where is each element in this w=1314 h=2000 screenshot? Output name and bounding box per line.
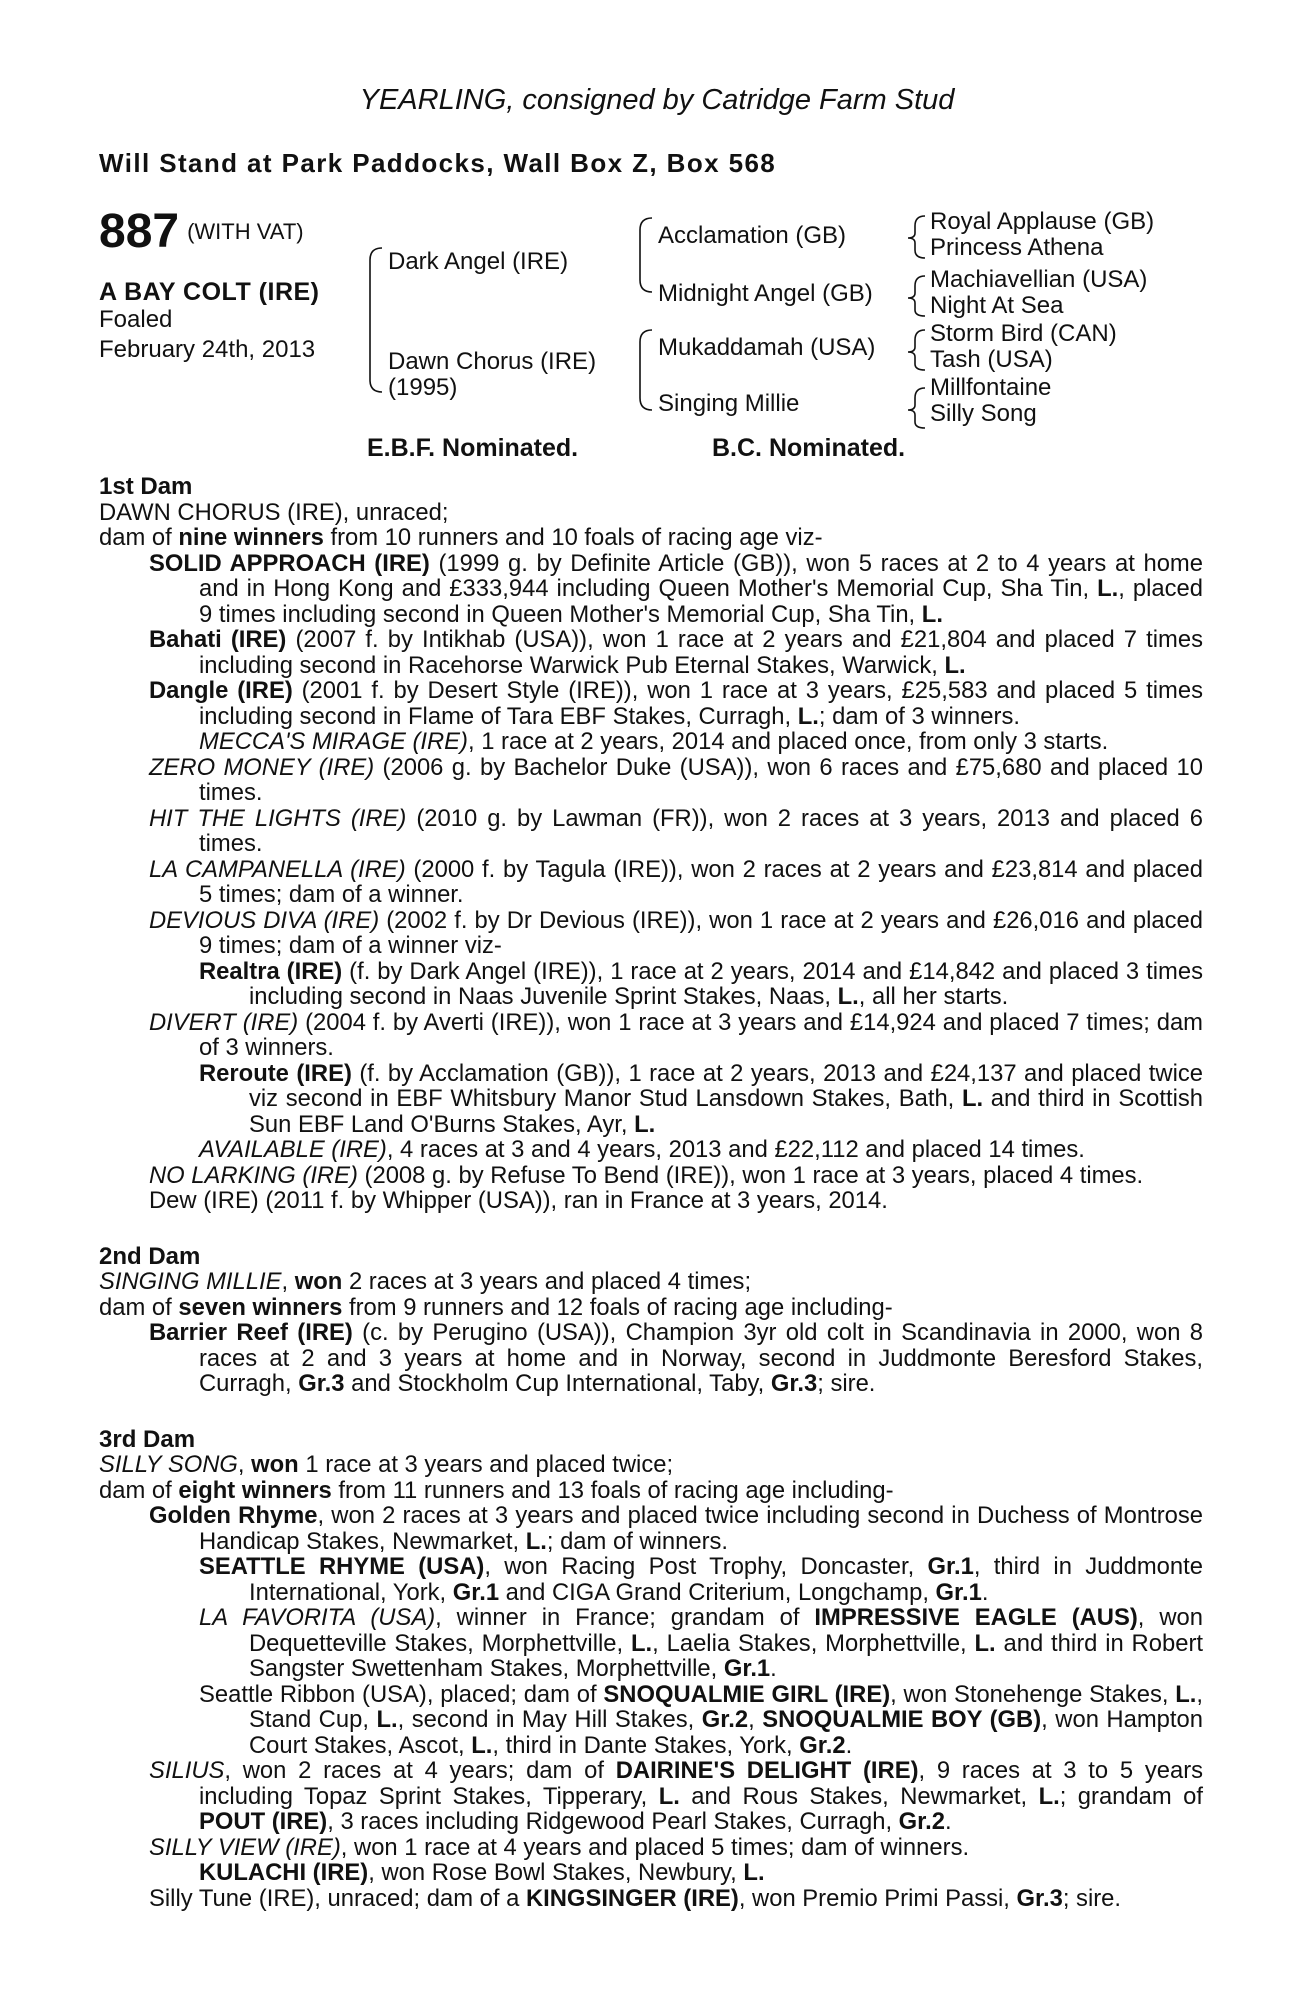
text-run: dam of bbox=[99, 1476, 179, 1504]
pedigree-entry bbox=[99, 500, 1203, 526]
text-run: ; sire. bbox=[817, 1370, 876, 1397]
bold-run: Gr.2 bbox=[799, 1731, 846, 1759]
pedigree-ss-sire: Royal Applause (GB) bbox=[930, 208, 1155, 235]
pedigree-dd-dam: Silly Song bbox=[930, 400, 1037, 427]
bold-run: won bbox=[294, 1268, 343, 1295]
pedigree-entry bbox=[99, 1503, 1203, 1554]
italic-run: SINGING MILLIE bbox=[99, 1268, 282, 1295]
pedigree-entry bbox=[99, 1605, 1203, 1682]
text-run: (f. by Dark Angel (IRE)), 1 race at 2 years, 2014 and £14,842 and placed 3 times including second in Naas Juvenile Sprint Stakes, Naas, bbox=[249, 957, 1203, 1010]
text-run: and third in Scottish Sun EBF Land O'Burns Stakes, Ayr, bbox=[249, 1085, 1203, 1138]
pedigree-entry bbox=[99, 755, 1203, 806]
text-run: , third in Juddmonte International, York, bbox=[249, 1553, 1203, 1606]
text-run: , third in Dante Stakes, York, bbox=[492, 1731, 800, 1759]
text-run: and third in Robert Sangster Swettenham Stakes, Morphettville, bbox=[249, 1629, 1203, 1682]
italic-run: DEVIOUS DIVA (IRE) bbox=[149, 906, 380, 934]
bold-run: Barrier Reef (IRE) bbox=[149, 1319, 353, 1346]
bold-run: L. bbox=[1097, 575, 1119, 602]
text-run: , 1 race at 2 years, 2014 and placed once, from only 3 starts. bbox=[467, 728, 1109, 755]
text-run: , 3 races including Ridgewood Pearl Stakes, Curragh, bbox=[327, 1808, 899, 1835]
pedigree-entry bbox=[99, 1188, 1203, 1214]
pedigree-dam: Dawn Chorus (IRE) bbox=[388, 348, 597, 375]
text-run: (2000 f. by Tagula (IRE)), won 2 races at 2 years and £23,814 and placed 5 times; dam of a winner. bbox=[199, 855, 1204, 908]
text-run: (2001 f. by Desert Style (IRE)), won 1 race at 3 years, £25,583 and placed 5 times including second in Flame of Tara EBF Stakes, Curragh, bbox=[199, 677, 1204, 730]
bold-run: SNOQUALMIE BOY (GB) bbox=[762, 1706, 1042, 1733]
pedigree-sd-sire: Machiavellian (USA) bbox=[930, 266, 1148, 293]
text-run: ; dam of 3 winners. bbox=[818, 702, 1020, 730]
text-run: (1999 g. by Definite Article (GB)), won 5 races at 2 to 4 years at home and in Hong Kong and £333,944 including Queen Mother's Memorial Cup, Sha Tin, bbox=[199, 549, 1203, 602]
bold-run: Gr.3 bbox=[1016, 1884, 1063, 1912]
bold-run: Realtra (IRE) bbox=[199, 957, 343, 985]
text-run: , all her starts. bbox=[858, 983, 1009, 1010]
bold-run: DAIRINE'S DELIGHT (IRE) bbox=[615, 1757, 919, 1784]
text-run: , won Premio Primi Passi, bbox=[738, 1884, 1017, 1912]
text-run: (2004 f. by Averti (IRE)), won 1 race at 3 years and £14,924 and placed 7 times; dam of 3 winners. bbox=[199, 1008, 1203, 1061]
bold-run: Gr.1 bbox=[452, 1578, 500, 1606]
pedigree-entry bbox=[99, 1860, 1203, 1886]
horse-description: A BAY COLT (IRE) bbox=[99, 278, 320, 306]
text-run: . bbox=[944, 1808, 952, 1835]
text-run: ; sire. bbox=[1062, 1884, 1122, 1912]
ebf-nominated: E.B.F. Nominated. bbox=[367, 434, 579, 462]
bold-run: L. bbox=[634, 1110, 656, 1138]
pedigree-dd-sire: Millfontaine bbox=[930, 374, 1052, 401]
stabling-line: Will Stand at Park Paddocks, Wall Box Z, Box 568 bbox=[99, 148, 777, 178]
text-run: . bbox=[845, 1731, 853, 1759]
text-run: , winner in France; grandam of bbox=[435, 1604, 815, 1631]
pedigree-dam-dam: Singing Millie bbox=[658, 390, 800, 417]
pedigree-entry bbox=[99, 678, 1203, 729]
bold-run: Gr.2 bbox=[898, 1808, 945, 1835]
pedigree-entry bbox=[99, 1452, 1203, 1478]
bold-run: L. bbox=[471, 1731, 493, 1759]
bold-run: won bbox=[251, 1451, 299, 1478]
text-run: , 4 races at 3 and 4 years, 2013 and £22,112 and placed 14 times. bbox=[386, 1136, 1085, 1163]
text-run: , placed 9 times including second in Queen Mother's Memorial Cup, Sha Tin, bbox=[199, 575, 1203, 628]
pedigree-entry bbox=[99, 525, 1203, 551]
pedigree-entry bbox=[99, 1061, 1203, 1138]
italic-run: SILLY SONG bbox=[99, 1451, 238, 1478]
text-run: , won Hampton Court Stakes, Ascot, bbox=[249, 1706, 1203, 1759]
italic-run: DIVERT (IRE) bbox=[149, 1008, 299, 1036]
text-run: ; grandam of bbox=[1059, 1782, 1203, 1810]
text-run: , 9 races at 3 to 5 years including Topaz Sprint Stakes, Tipperary, bbox=[199, 1757, 1204, 1810]
pedigree-entry bbox=[99, 551, 1203, 628]
text-run: , won 1 race at 4 years and placed 5 times; dam of winners. bbox=[340, 1833, 970, 1861]
text-run: (2002 f. by Dr Devious (IRE)), won 1 race at 2 years and £26,016 and placed 9 times; dam of a winner viz- bbox=[199, 906, 1203, 959]
pedigree-entry bbox=[99, 1010, 1203, 1061]
bold-run: Gr.1 bbox=[935, 1578, 982, 1606]
italic-run: ZERO MONEY (IRE) bbox=[149, 753, 375, 781]
bold-run: L. bbox=[630, 1629, 653, 1657]
text-run: , second in May Hill Stakes, bbox=[397, 1706, 702, 1733]
pedigree-sd-dam: Night At Sea bbox=[930, 292, 1064, 319]
italic-run: LA FAVORITA (USA) bbox=[199, 1604, 436, 1631]
pedigree-entry bbox=[99, 1137, 1203, 1163]
text-run: , Stand Cup, bbox=[249, 1680, 1204, 1733]
bold-run: L. bbox=[837, 983, 859, 1010]
bold-run: L. bbox=[1175, 1680, 1197, 1708]
pedigree-entry bbox=[99, 1295, 1203, 1321]
foaled-date: February 24th, 2013 bbox=[99, 336, 316, 363]
vat-note: (WITH VAT) bbox=[187, 219, 304, 244]
text-run: (c. by Perugino (USA)), Champion 3yr old colt in Scandinavia in 2000, won 8 races at 2 and 3 years at home and in Norway, second in Juddmonte Beresford Stakes, Curragh, bbox=[199, 1319, 1203, 1397]
pedigree-entry bbox=[99, 1163, 1203, 1189]
text-run: (2007 f. by Intikhab (USA)), won 1 race at 2 years and £21,804 and placed 7 times including second in Racehorse Warwick Pub Eternal Stakes, Warwick, bbox=[199, 626, 1203, 679]
text-run: Seattle Ribbon (USA), placed; dam of bbox=[199, 1680, 604, 1708]
pedigree-entry bbox=[99, 729, 1203, 755]
pedigree-ds-dam: Tash (USA) bbox=[930, 346, 1053, 373]
text-run: (2008 g. by Refuse To Bend (IRE)), won 1 race at 3 years, placed 4 times. bbox=[357, 1161, 1144, 1189]
catalogue-body bbox=[99, 474, 1203, 1911]
text-run: , won Rose Bowl Stakes, Newbury, bbox=[368, 1859, 744, 1886]
bold-run: Golden Rhyme bbox=[149, 1502, 318, 1529]
text-run: from 11 runners and 13 foals of racing age including- bbox=[331, 1476, 894, 1504]
text-run: and CIGA Grand Criterium, Longchamp, bbox=[499, 1578, 936, 1606]
bold-run: KULACHI (IRE) bbox=[199, 1859, 369, 1886]
bold-run: IMPRESSIVE EAGLE (AUS) bbox=[814, 1604, 1138, 1631]
pedigree-entry bbox=[99, 1682, 1203, 1759]
bold-run: L. bbox=[743, 1859, 765, 1886]
italic-run: SILLY VIEW (IRE) bbox=[149, 1833, 341, 1861]
pedigree-entry bbox=[99, 1835, 1203, 1861]
italic-run: LA CAMPANELLA (IRE) bbox=[149, 855, 406, 883]
bold-run: SOLID APPROACH (IRE) bbox=[149, 549, 430, 577]
foaled-label: Foaled bbox=[99, 306, 173, 333]
consignor-line: YEARLING, consigned by Catridge Farm Stud bbox=[359, 84, 955, 116]
pedigree-ss-dam: Princess Athena bbox=[930, 234, 1104, 261]
pedigree-entry bbox=[99, 857, 1203, 908]
text-run: , bbox=[281, 1268, 295, 1295]
bold-run: Gr.3 bbox=[298, 1370, 345, 1397]
text-run: , bbox=[237, 1451, 252, 1478]
text-run: Dew (IRE) (2011 f. by Whipper (USA)), ran in France at 3 years, 2014. bbox=[149, 1187, 888, 1214]
pedigree-entry bbox=[99, 1886, 1203, 1912]
bold-run: L. bbox=[658, 1782, 680, 1810]
text-run: , won Dequetteville Stakes, Morphettville, bbox=[249, 1604, 1203, 1657]
bold-run: L. bbox=[1038, 1782, 1060, 1810]
bold-run: Dangle (IRE) bbox=[149, 677, 293, 704]
pedigree-sire-dam: Midnight Angel (GB) bbox=[658, 280, 873, 307]
text-run: , won 2 races at 4 years; dam of bbox=[224, 1757, 616, 1784]
bold-run: L. bbox=[921, 600, 943, 628]
text-run: (2010 g. by Lawman (FR)), won 2 races at 3 years, 2013 and placed 6 times. bbox=[199, 804, 1203, 857]
italic-run: MECCA'S MIRAGE (IRE) bbox=[199, 728, 468, 755]
bold-run: SNOQUALMIE GIRL (IRE) bbox=[603, 1680, 891, 1708]
bc-nominated: B.C. Nominated. bbox=[712, 434, 906, 462]
pedigree-dam-sire: Mukaddamah (USA) bbox=[658, 334, 876, 361]
text-run: dam of bbox=[99, 1293, 179, 1321]
pedigree-entry bbox=[99, 1320, 1203, 1397]
text-run: dam of bbox=[99, 524, 179, 551]
text-run: . bbox=[981, 1578, 989, 1606]
text-run: , won 2 races at 3 years and placed twice including second in Duchess of Montrose Handicap Stakes, Newmarket, bbox=[199, 1502, 1203, 1555]
bold-run: L. bbox=[525, 1527, 547, 1555]
text-run: , bbox=[748, 1706, 763, 1733]
text-run: from 10 runners and 10 foals of racing age viz- bbox=[323, 524, 823, 551]
text-run: Silly Tune (IRE), unraced; dam of a bbox=[149, 1884, 526, 1912]
section-heading: 3rd Dam bbox=[99, 1425, 196, 1453]
text-run: (f. by Acclamation (GB)), 1 race at 2 years, 2013 and £24,137 and placed twice viz second in EBF Whitsbury Manor Stud Lansdown Stakes, Bath, bbox=[249, 1059, 1203, 1112]
pedigree-dam-year: (1995) bbox=[388, 374, 458, 401]
pedigree-sire: Dark Angel (IRE) bbox=[388, 248, 569, 275]
pedigree-entry bbox=[99, 959, 1203, 1010]
pedigree-sire-sire: Acclamation (GB) bbox=[658, 222, 847, 249]
bold-run: Gr.1 bbox=[723, 1655, 771, 1682]
pedigree-entry bbox=[99, 627, 1203, 678]
text-run: 1 race at 3 years and placed twice; bbox=[298, 1451, 674, 1478]
text-run: and Stockholm Cup International, Taby, bbox=[344, 1370, 771, 1397]
bold-run: POUT (IRE) bbox=[199, 1808, 328, 1835]
bold-run: Reroute (IRE) bbox=[199, 1059, 352, 1087]
bold-run: L. bbox=[961, 1085, 984, 1112]
text-run: . bbox=[770, 1655, 777, 1682]
bold-run: Gr.3 bbox=[770, 1370, 818, 1397]
text-run: , Laelia Stakes, Morphettville, bbox=[652, 1629, 975, 1657]
bold-run: KINGSINGER (IRE) bbox=[525, 1884, 739, 1912]
text-run: from 9 runners and 12 foals of racing age including- bbox=[342, 1293, 893, 1321]
bold-run: L. bbox=[797, 702, 819, 730]
italic-run: SILIUS bbox=[149, 1757, 225, 1784]
bold-run: L. bbox=[944, 651, 966, 679]
text-run: , won Stonehenge Stakes, bbox=[890, 1680, 1176, 1708]
italic-run: HIT THE LIGHTS (IRE) bbox=[149, 804, 407, 832]
pedigree-entry bbox=[99, 1269, 1203, 1295]
section-heading: 2nd Dam bbox=[99, 1242, 201, 1270]
pedigree-entry bbox=[99, 908, 1203, 959]
bold-run: seven winners bbox=[178, 1293, 343, 1321]
text-run: , won Racing Post Trophy, Doncaster, bbox=[484, 1553, 928, 1580]
italic-run: NO LARKING (IRE) bbox=[149, 1161, 358, 1189]
pedigree-entry bbox=[99, 1554, 1203, 1605]
pedigree-entry bbox=[99, 1478, 1203, 1504]
italic-run: AVAILABLE (IRE) bbox=[199, 1136, 387, 1163]
text-run: ; dam of winners. bbox=[546, 1527, 729, 1555]
bold-run: L. bbox=[376, 1706, 398, 1733]
bold-run: Bahati (IRE) bbox=[149, 626, 287, 653]
text-run: and Rous Stakes, Newmarket, bbox=[679, 1782, 1039, 1810]
pedigree-entry bbox=[99, 1758, 1203, 1835]
bold-run: SEATTLE RHYME (USA) bbox=[199, 1553, 485, 1580]
pedigree-ds-sire: Storm Bird (CAN) bbox=[930, 320, 1117, 347]
text-run: (2006 g. by Bachelor Duke (USA)), won 6 races and £75,680 and placed 10 times. bbox=[199, 753, 1203, 806]
text-run: DAWN CHORUS (IRE), unraced; bbox=[99, 498, 449, 526]
pedigree-entry bbox=[99, 806, 1203, 857]
bold-run: nine winners bbox=[178, 524, 324, 551]
bold-run: Gr.2 bbox=[701, 1706, 749, 1733]
text-run: 2 races at 3 years and placed 4 times; bbox=[342, 1268, 752, 1295]
bold-run: eight winners bbox=[178, 1476, 332, 1504]
lot-number-value: 887 bbox=[99, 205, 180, 258]
bold-run: L. bbox=[974, 1629, 996, 1657]
section-heading: 1st Dam bbox=[99, 473, 193, 500]
bold-run: Gr.1 bbox=[927, 1553, 974, 1580]
